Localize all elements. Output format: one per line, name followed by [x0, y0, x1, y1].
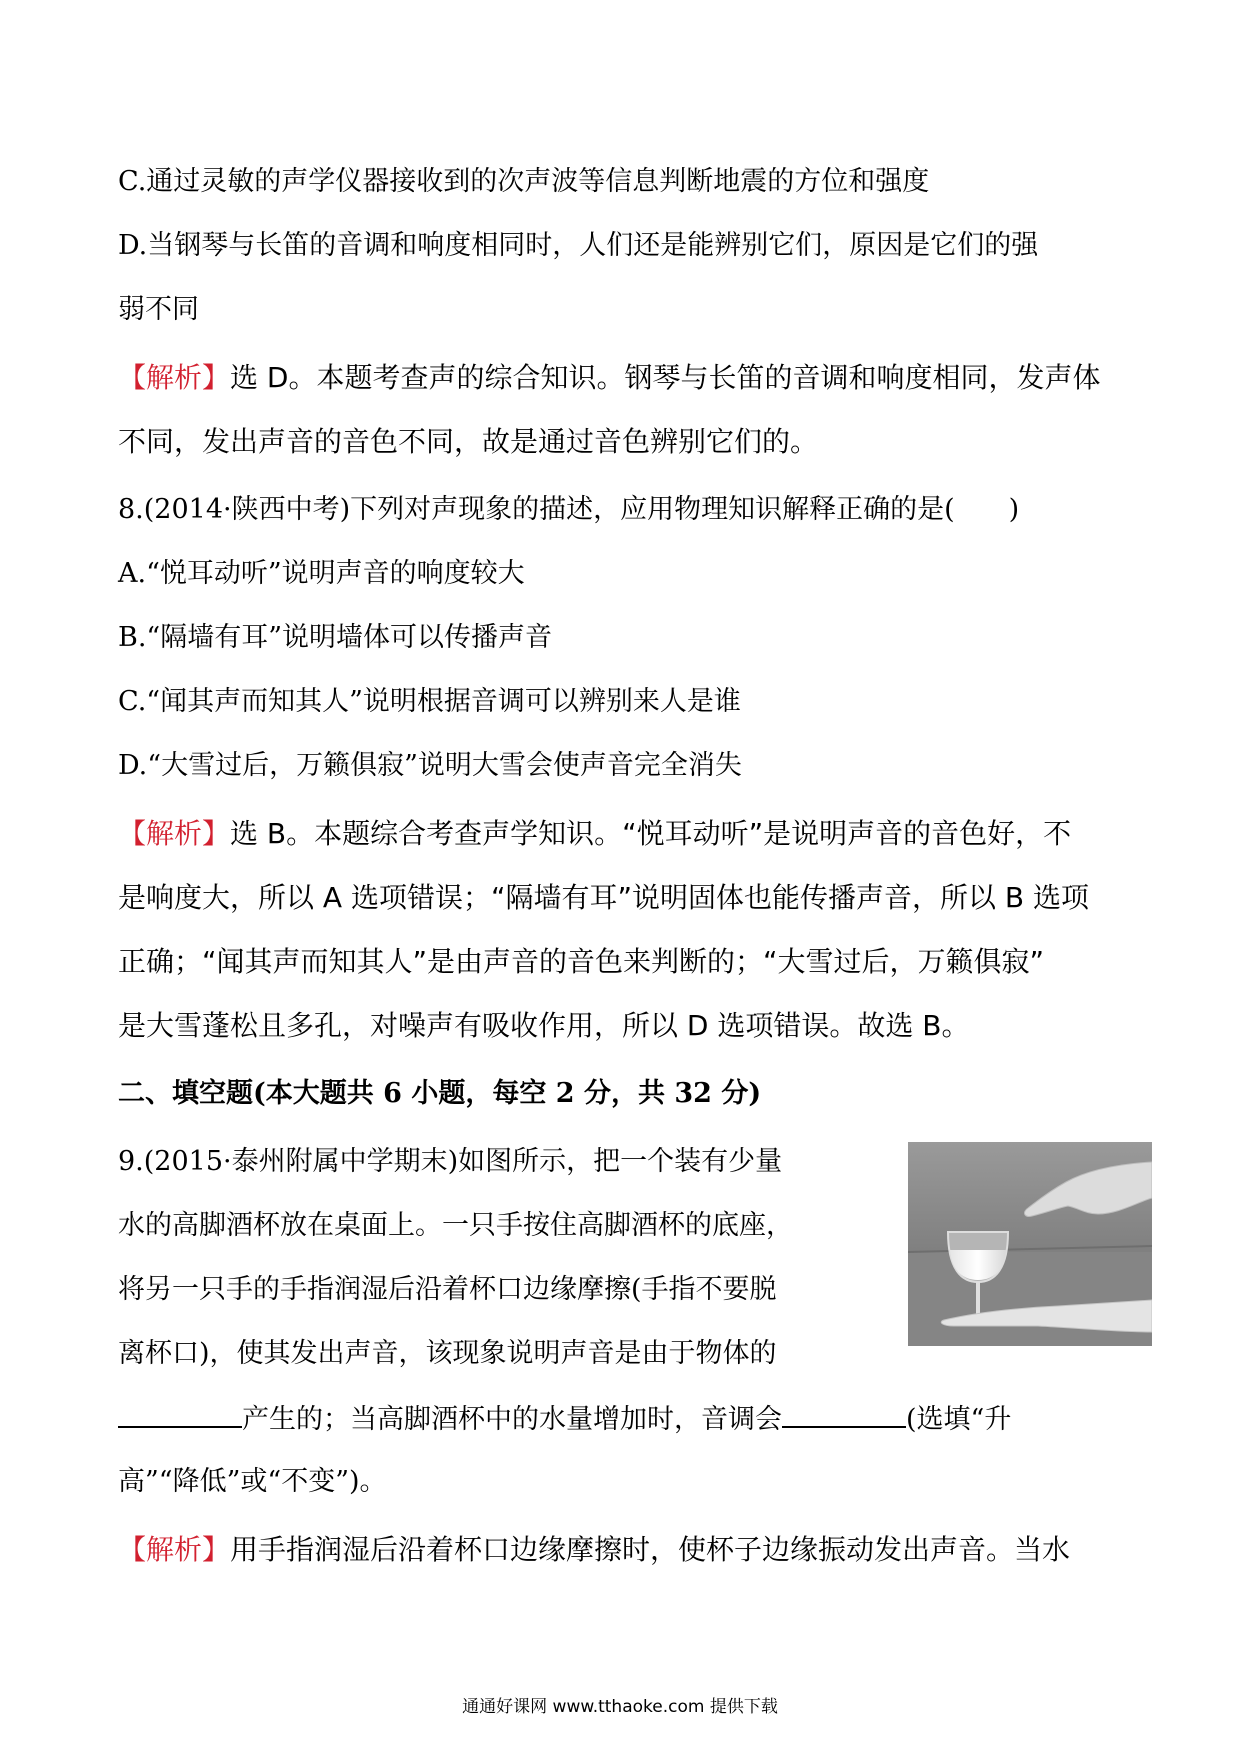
- q9-analysis-text: 用手指润湿后沿着杯口边缘摩擦时，使杯子边缘振动发出声音。当水: [230, 1533, 1071, 1566]
- q8-option-b: B.“隔墙有耳”说明墙体可以传播声音: [118, 622, 553, 653]
- q8-analysis-line2: 是响度大，所以 A 选项错误；“隔墙有耳”说明固体也能传播声音，所以 B 选项: [118, 881, 1089, 914]
- answer-blank-2[interactable]: [782, 1398, 906, 1428]
- q9-line2: 水的高脚酒杯放在桌面上。一只手按住高脚酒杯的底座，: [118, 1210, 793, 1241]
- q8-analysis-line3: 正确；“闻其声而知其人”是由声音的音色来判断的；“大雪过后，万籁俱寂”: [118, 945, 1045, 978]
- wine-glass-photo: [908, 1142, 1152, 1346]
- q8-option-c: C.“闻其声而知其人”说明根据音调可以辨别来人是谁: [118, 686, 741, 717]
- section-heading: 二、填空题(本大题共 6 小题，每空 2 分，共 32 分): [118, 1078, 762, 1109]
- q9-line3: 将另一只手的手指润湿后沿着杯口边缘摩擦(手指不要脱: [118, 1274, 777, 1305]
- q9-line5-text: 产生的；当高脚酒杯中的水量增加时，音调会: [242, 1404, 782, 1435]
- q7-analysis-text: 选 D。本题考查声的综合知识。钢琴与长笛的音调和响度相同，发声体: [230, 361, 1101, 394]
- q8-option-d: D.“大雪过后，万籁俱寂”说明大雪会使声音完全消失: [118, 750, 742, 781]
- q7-analysis-line1: [118, 358, 1100, 398]
- q8-option-a: A.“悦耳动听”说明声音的响度较大: [118, 558, 525, 589]
- q9-line5: [118, 1398, 1011, 1438]
- q9-line4: 离杯口)，使其发出声音，该现象说明声音是由于物体的: [118, 1338, 777, 1369]
- q7-option-c: C.通过灵敏的声学仪器接收到的次声波等信息判断地震的方位和强度: [118, 166, 930, 197]
- q8-analysis-line1: [118, 814, 1071, 854]
- analysis-tag: 【解析】: [118, 361, 231, 394]
- q9-line6: 高”“降低”或“不变”)。: [118, 1466, 387, 1497]
- q8-stem: 8.(2014·陕西中考)下列对声现象的描述，应用物理知识解释正确的是( ): [118, 494, 1020, 525]
- page-footer: 通通好课网 www.tthaoke.com 提供下载: [462, 1697, 778, 1717]
- q8-analysis-text: 选 B。本题综合考查声学知识。“悦耳动听”是说明声音的音色好，不: [230, 817, 1072, 850]
- q7-option-d-line2: 弱不同: [118, 294, 199, 325]
- q7-analysis-line2: 不同，发出声音的音色不同，故是通过音色辨别它们的。: [118, 425, 819, 458]
- q9-analysis-line1: [118, 1530, 1070, 1570]
- answer-blank-1[interactable]: [118, 1398, 242, 1428]
- q8-analysis-line4: 是大雪蓬松且多孔，对噪声有吸收作用，所以 D 选项错误。故选 B。: [118, 1009, 970, 1042]
- analysis-tag: 【解析】: [118, 817, 231, 850]
- q9-line1: 9.(2015·泰州附属中学期末)如图所示，把一个装有少量: [118, 1146, 783, 1177]
- q9-line5-tail: (选填“升: [906, 1404, 1012, 1435]
- q7-option-d-line1: D.当钢琴与长笛的音调和响度相同时，人们还是能辨别它们，原因是它们的强: [118, 230, 1039, 261]
- analysis-tag: 【解析】: [118, 1533, 231, 1566]
